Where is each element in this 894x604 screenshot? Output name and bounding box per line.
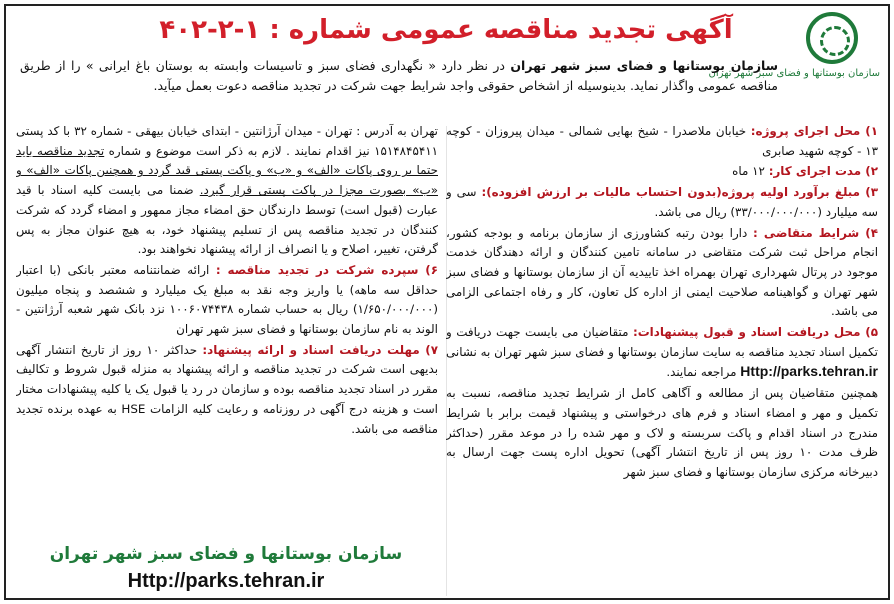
section-deposit xyxy=(16,261,438,340)
notice-header xyxy=(6,6,888,118)
section-3-text: سی و سه میلیارد (۳۳/۰۰۰/۰۰۰/۰۰۰) ریال می باشد. xyxy=(446,185,878,219)
section-3-heading: ۳) مبلغ برآورد اولیه پروژه(بدون احتساب مالیات بر ارزش افزوده): xyxy=(481,185,878,200)
section-documents xyxy=(446,323,878,383)
section-5-text-end: مراجعه نمایند. xyxy=(666,365,741,380)
intro-text: در نظر دارد « نگهداری فضای سبز و تاسیسات وابسته به بوستان باغ ایرانی » را از طریق مناقصه عمومی واگذار نماید. بدینوسیله از اشخاص حقوقی واجد شرایط جهت شرکت در تجدید مناقصه دعوت بعمل میآید. xyxy=(20,58,778,93)
org-logo xyxy=(708,12,880,96)
right-column xyxy=(446,122,878,596)
leaf-emblem-icon xyxy=(806,12,858,64)
section-1-text: خیابان ملاصدرا - شیخ بهایی شمالی - میدان پیروزان - کوچه ۱۳ - کوچه شهید صابری xyxy=(446,124,878,158)
tender-notice xyxy=(4,4,890,600)
title-prefix: آگهی تجدید مناقصه عمومی شماره : xyxy=(269,15,733,45)
footer-org-name: سازمان بوستانها و فضای سبز شهر تهران xyxy=(49,544,403,564)
signature-terms: ضمنا می بایست کلیه اسناد با قید عبارت (قبول است) توسط دارندگان حق امضاء مجاز ممهور و امضاء گردد که شرکت کنندگان در تجدید مناقصه پس از تسلیم پیشنهاد خود، به هیچ عنوان مجاز به پس گرفتن، تغییر، اصلاح و یا انصراف از ارائه پیشنهاد نخواهند بود. xyxy=(16,183,438,257)
section-5-heading: ۵) محل دریافت اسناد و قبول پیشنهادات: xyxy=(632,325,878,340)
section-project-location xyxy=(446,122,878,161)
section-requirements xyxy=(446,224,878,323)
section-2-text: ۱۲ ماه xyxy=(732,164,769,179)
section-7-heading: ۷) مهلت دریافت اسناد و ارائه پیشنهاد: xyxy=(202,342,438,357)
section-submission xyxy=(446,384,878,483)
logo-caption: سازمان بوستانها و فضای سبز شهر تهران xyxy=(708,68,880,79)
section-4-heading: ۴) شرایط متقاضی : xyxy=(753,225,878,240)
section-address xyxy=(16,122,438,260)
section-6-text: ارائه ضمانتنامه معتبر بانکی (با اعتبار حداقل سه ماهه) یا واریز وجه نقد به مبلغ یک میلیارد و ششصد و پنجاه میلیون (۱/۶۵۰/۰۰۰/۰۰۰) ریال به حساب شماره ۱۰۰۶۰۷۴۴۳۸ نزد بانک شهر شعبه آرژانتین - الوند به نام سازمان بوستانها و فضای سبز شهر تهران xyxy=(16,262,438,337)
parks-website-link[interactable]: Http://parks.tehran.ir xyxy=(740,363,878,380)
section-5-text: متقاضیان می بایست جهت دریافت و تکمیل اسناد تجدید مناقصه به سایت سازمان بوستانها و فضای سبز شهر تهران به نشانی xyxy=(446,325,878,359)
intro-org-name: سازمان بوستانها و فضای سبز شهر تهران xyxy=(510,58,778,73)
section-duration xyxy=(446,162,878,182)
section-1-heading: ۱) محل اجرای پروژه: xyxy=(750,124,878,138)
footer-url-link[interactable]: Http://parks.tehran.ir xyxy=(127,570,325,592)
envelope-instructions: تجدید مناقصه باید حتما بر روی پاکات «الف» و «ب» و پاکت پستی قید گردد و همچنین پاکات «الف» و «ب» بصورت مجزا در پاکت پستی قرار گیرد. xyxy=(16,143,438,198)
tender-number: ۱-۲-۴۰۲ xyxy=(159,15,261,45)
section-2-heading: ۲) مدت اجرای کار: xyxy=(768,164,878,179)
section-7-text: حداکثر ۱۰ روز از تاریخ انتشار آگهی بدیهی است شرکت در تجدید مناقصه و ارائه پیشنهاد به منزله قبول شروط و تکالیف مقرر در اسناد تجدید مناقصه بوده و سازمان در رد یا قبول یک یا کلیه پیشنهادات مختار است و هزینه درج آگهی در روزنامه و رعایت کلیه الزامات HSE به عهده برنده تجدید مناقصه می باشد. xyxy=(16,342,438,436)
section-estimate xyxy=(446,183,878,222)
section-5-text-more: همچنین متقاضیان پس از مطالعه و آگاهی کامل از شرایط تجدید مناقصه، نسبت به تکمیل و مهر و امضاء اسناد و فرم های درخواستی و پیشنهاد قیمت برابر با شرایط مندرج در اسناد اقدام و پاکت سربسته و لاک و مهر شده را در موعد مقرر (حداکثر ظرف مدت ۱۰ روز پس از تاریخ انتشار آگهی) تحویل اداره پست جهت ارسال به دبیرخانه مرکزی سازمان بوستانها و فضای سبز شهر xyxy=(446,386,878,479)
intro-paragraph xyxy=(20,56,778,96)
address-text: تهران به آدرس : تهران - میدان آرژانتین - ابتدای خیابان بیهقی - شماره ۳۲ با کد پستی ۱۵۱۴۸۴۵۴۱۱ نیز اقدام نمایند . لازم به ذکر است موضوع و شماره xyxy=(16,124,438,158)
section-4-text: دارا بودن رتبه کشاورزی از سازمان برنامه و بودجه کشور، انجام مراحل ثبت شرکت متقاضی در سامانه تامین کنندگان و ارائه دهندگان خدمت موجود در پرتال شهرداری تهران بهمراه اخذ تاییدیه آن از سازمان بوستانها و فضای سبز شهر تهران و گواهینامه صلاحیت ایمنی از اداره کل تعاون، کار و رفاه اجتماعی الزامی می باشد. xyxy=(446,225,878,319)
left-column xyxy=(16,122,438,596)
section-deadline xyxy=(16,341,438,440)
notice-title xyxy=(116,10,776,50)
section-6-heading: ۶) سپرده شرکت در تجدید مناقصه : xyxy=(215,262,438,277)
